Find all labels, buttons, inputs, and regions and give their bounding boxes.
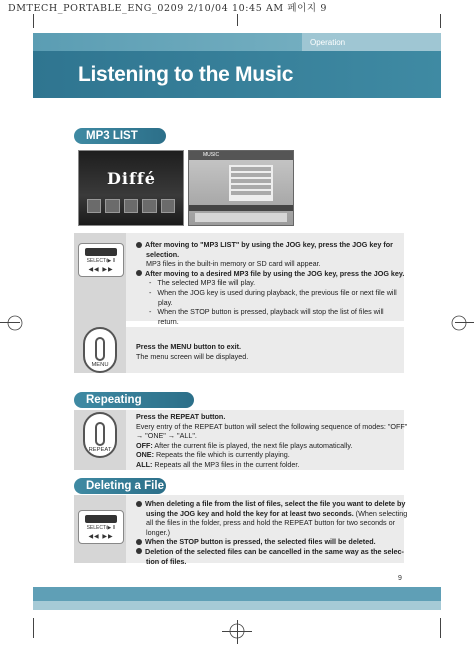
info-strip bbox=[195, 213, 287, 222]
page-title: Listening to the Music bbox=[78, 63, 294, 86]
device-screen-music-list bbox=[188, 150, 294, 226]
menu-button-label: MENU bbox=[91, 362, 109, 368]
registration-mark-right bbox=[448, 312, 470, 334]
print-header: DMTECH_PORTABLE_ENG_0209 2/10/04 10:45 AM 페이지 9 bbox=[8, 3, 327, 14]
brand-logo: Diffé bbox=[107, 169, 156, 188]
menu-icons bbox=[87, 199, 175, 213]
step-bullet-icon bbox=[136, 501, 142, 507]
music-header: MUSIC bbox=[189, 151, 293, 160]
footer-band bbox=[33, 587, 441, 601]
step-bullet-icon bbox=[136, 270, 142, 276]
select-key-illustration bbox=[78, 510, 124, 544]
delete-instructions: When deleting a file from the list of files, select the file you want to delete by using the JOG key and hold the key for at least two seconds. (When selecting all the files in the folder, press and hold the REPEAT button for two seconds or longer.) When the STOP button is pressed, the selected files will be deleted. Deletion of the selected files can be cancelled in the same way as the selec- tion of files. bbox=[136, 499, 402, 566]
step-bullet-icon bbox=[136, 539, 142, 545]
crop-mark bbox=[440, 618, 441, 638]
registration-mark-bottom bbox=[226, 620, 248, 642]
section-heading-mp3-list: MP3 LIST bbox=[74, 128, 166, 144]
skip-label: ◀◀ ▶▶ bbox=[88, 534, 114, 540]
crop-mark bbox=[237, 14, 238, 26]
skip-label: ◀◀ ▶▶ bbox=[88, 267, 114, 273]
page-number: 9 bbox=[398, 575, 402, 582]
step-bullet-icon bbox=[136, 242, 142, 248]
registration-mark-left bbox=[4, 312, 26, 334]
crop-mark bbox=[33, 618, 34, 638]
section-tag: Operation bbox=[302, 33, 441, 51]
section-heading-delete: Deleting a File bbox=[74, 478, 166, 494]
file-list bbox=[229, 165, 273, 201]
footer-band-light bbox=[33, 601, 441, 610]
section-heading-repeat: Repeating bbox=[74, 392, 194, 408]
select-label: SELECT/▶ II bbox=[86, 258, 116, 264]
select-key-illustration bbox=[78, 243, 124, 277]
repeat-button-label: REPEAT bbox=[88, 447, 112, 453]
crop-mark bbox=[440, 14, 441, 28]
step-bullet-icon bbox=[136, 548, 142, 554]
status-bar bbox=[189, 205, 293, 211]
menu-instructions: Press the MENU button to exit. The menu screen will be displayed. bbox=[136, 342, 249, 361]
crop-mark bbox=[33, 14, 34, 28]
mp3-instructions: After moving to "MP3 LIST" by using the JOG key, press the JOG key for selection. MP3 files in the built-in memory or SD card will appear. After moving to a desired MP3 file by using the JOG key, press the JOG key. - The selected MP3 file will play. - When the JOG key is used during playback, the previous file or next file will play. - When the STOP button is pressed, playback will stop the list of files will return. bbox=[136, 240, 402, 326]
repeat-instructions: Press the REPEAT button. Every entry of the REPEAT button will select the following sequence of modes: "OFF" → "ONE" → "ALL". OFF: After the current file is played, the next file plays automatically. ONE: Repeats the file which is currently playing. ALL: Repeats all the MP3 files in the current folder. bbox=[136, 412, 408, 469]
select-label: SELECT/▶ II bbox=[86, 525, 116, 531]
device-screen-main-menu bbox=[78, 150, 184, 226]
